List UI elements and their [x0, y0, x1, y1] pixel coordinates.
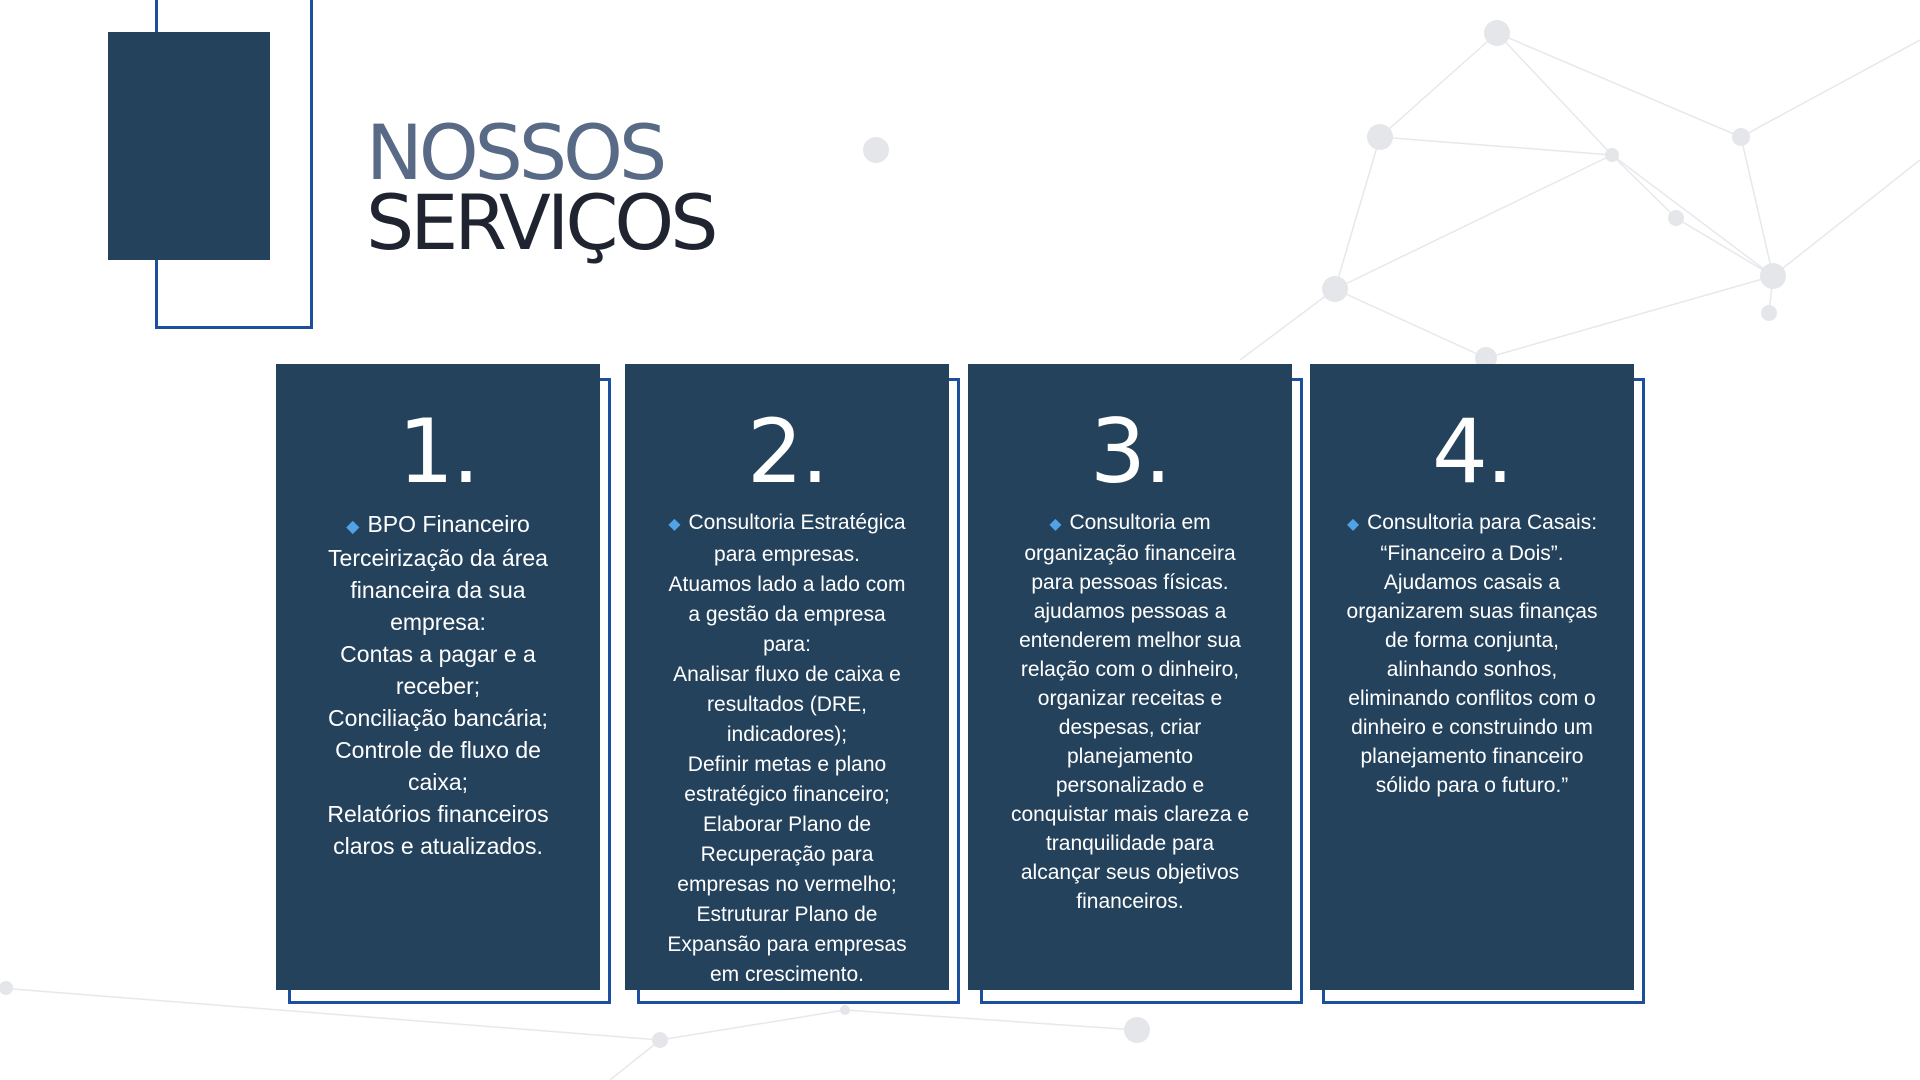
card-heading: Consultoria Estratégica para empresas.: [688, 511, 906, 566]
card-number: 4.: [1432, 400, 1512, 503]
card-number: 3.: [1090, 400, 1170, 503]
card-text: [1320, 508, 1624, 800]
card-heading: BPO Financeiro: [367, 511, 530, 537]
diamond-bullet-icon: ◆: [1346, 516, 1360, 533]
card-number: 1.: [398, 400, 478, 503]
title-line-1: NOSSOS: [366, 108, 664, 197]
diamond-bullet-icon: ◆: [1049, 516, 1062, 533]
service-card-4: [1310, 364, 1645, 1004]
diamond-bullet-icon: ◆: [346, 516, 360, 536]
card-heading: Consultoria em organização financeira para pessoas físicas.: [1024, 511, 1236, 594]
card-text: [978, 508, 1282, 916]
title-line-2: SERVIÇOS: [366, 178, 715, 267]
card-panel: [968, 364, 1292, 990]
card-heading: Consultoria para Casais: “Financeiro a Dois”.: [1367, 511, 1598, 565]
decorative-square: [108, 32, 270, 260]
card-number: 2.: [747, 400, 827, 503]
service-card-1: [276, 364, 611, 1004]
card-panel: [276, 364, 600, 990]
page-title: [366, 108, 715, 267]
card-panel: [1310, 364, 1634, 990]
card-body: Ajudamos casais a organizarem suas finanças de forma conjunta, alinhando sonhos, eliminando conflitos com o dinheiro e construindo um planejamento financeiro sólido para o futuro.”: [1346, 571, 1598, 797]
card-text: [635, 508, 939, 990]
card-text: [286, 508, 590, 862]
service-card-2: [625, 364, 960, 1004]
card-body: Atuamos lado a lado com a gestão da empresa para: Analisar fluxo de caixa e resultados (DRE, indicadores); Definir metas e plano estratégico financeiro; Elaborar Plano de Recuperação para empresas no vermelho; Estruturar Plano de Expansão para empresas em crescimento.: [667, 573, 907, 986]
card-panel: [625, 364, 949, 990]
diamond-bullet-icon: ◆: [668, 516, 681, 533]
card-body: ajudamos pessoas a entenderem melhor sua relação com o dinheiro, organizar receitas e despesas, criar planejamento personalizado e conquistar mais clareza e tranquilidade para alcançar seus objetivos financeiros.: [1010, 600, 1250, 913]
service-card-3: [968, 364, 1303, 1004]
card-body: Terceirização da área financeira da sua empresa: Contas a pagar e a receber; Conciliação bancária; Controle de fluxo de caixa; Relatórios financeiros claros e atualizados.: [327, 545, 549, 859]
